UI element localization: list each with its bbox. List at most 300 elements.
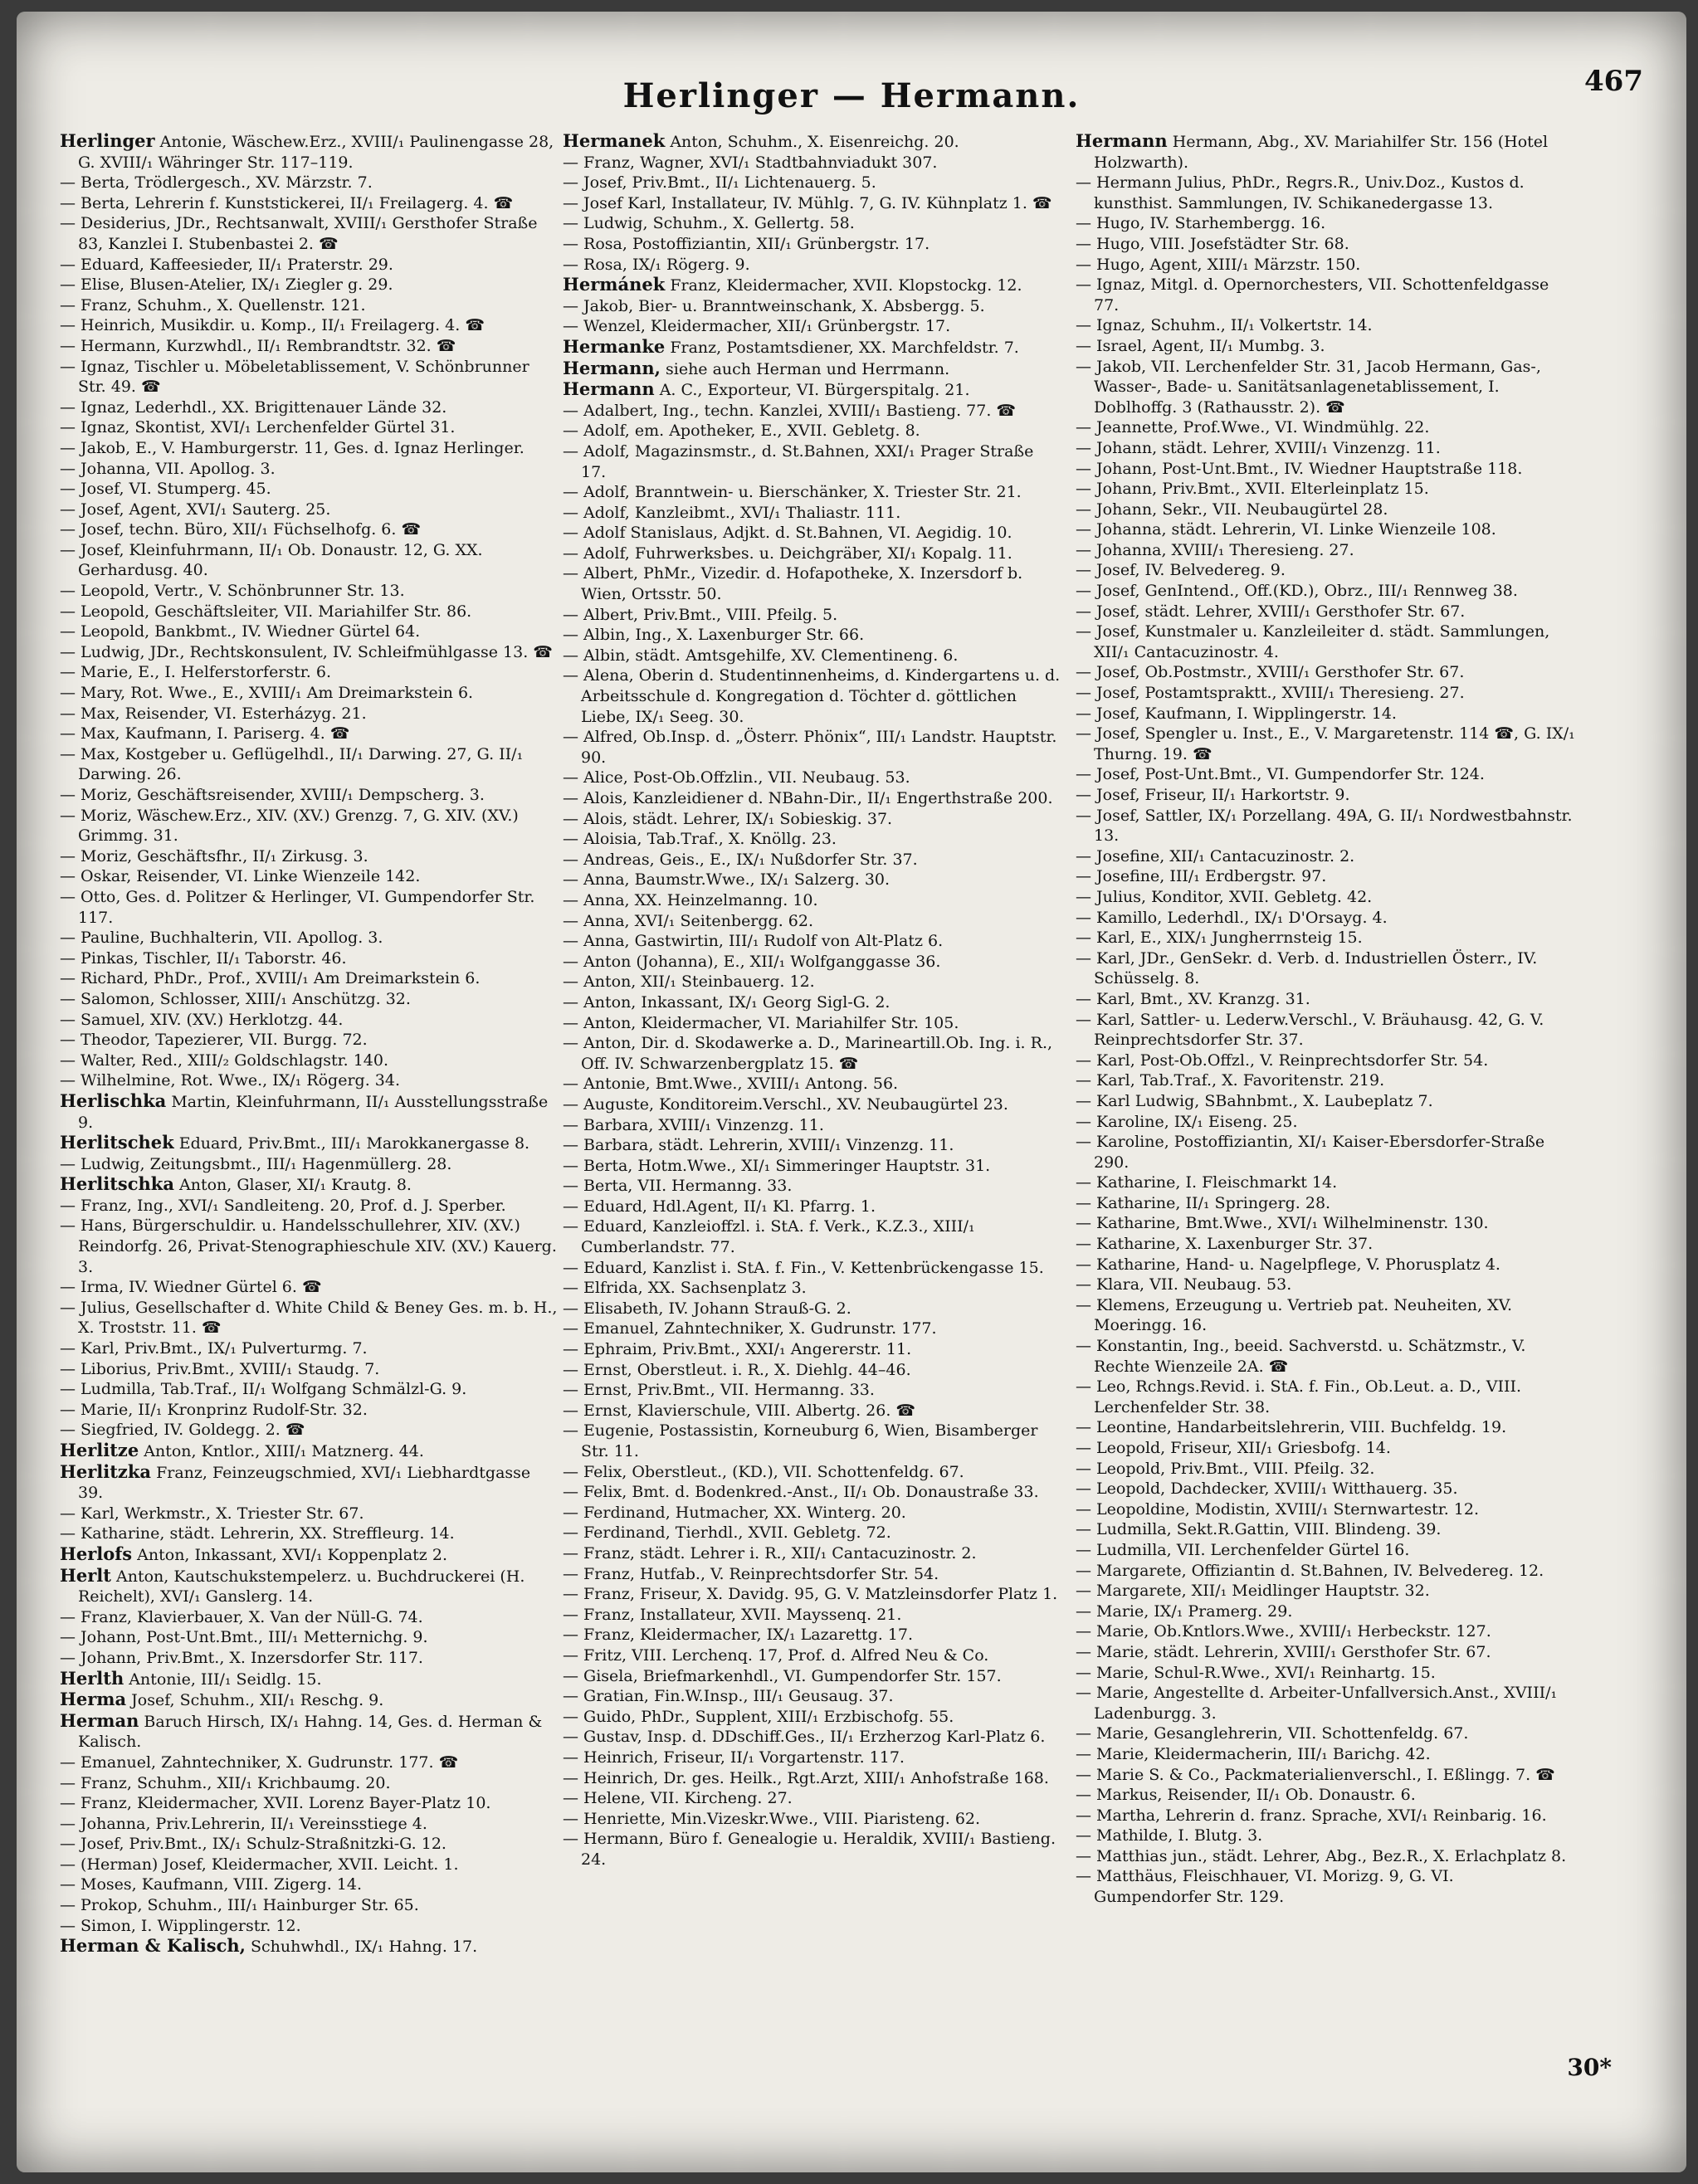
directory-entry <box>60 275 558 295</box>
directory-entry <box>60 1648 558 1669</box>
entry-text: — Marie, Gesanglehrerin, VII. Schottenfeldg. 67. <box>1076 1724 1469 1743</box>
directory-entry <box>563 1523 1061 1543</box>
entry-text: — Salomon, Schlosser, XIII/₁ Anschützg. 32. <box>60 989 411 1008</box>
entry-text: — Anna, Baumstr.Wwe., IX/₁ Salzerg. 30. <box>563 870 890 890</box>
directory-entry <box>563 1625 1061 1645</box>
directory-entry <box>1076 1785 1575 1806</box>
entry-text: — Ignaz, Schuhm., II/₁ Volkertstr. 14. <box>1076 316 1373 335</box>
entry-text: — Josef, Kaufmann, I. Wipplingerstr. 14. <box>1076 704 1397 723</box>
entry-text: — Gustav, Insp. d. DDschiff.Ges., II/₁ Erzherzog Karl-Platz 6. <box>563 1728 1046 1747</box>
directory-entry <box>563 1360 1061 1381</box>
entry-text: — Matthäus, Fleischhauer, VI. Morizg. 9, G. VI. Gumpendorfer Str. 129. <box>1076 1867 1454 1907</box>
entry-text: — Karl, E., XIX/₁ Jungherrnsteig 15. <box>1076 929 1363 948</box>
entry-text: — Moses, Kaufmann, VIII. Zigerg. 14. <box>60 1875 362 1894</box>
directory-entry <box>563 1503 1061 1523</box>
directory-entry <box>1076 459 1575 480</box>
directory-entry <box>563 1788 1061 1809</box>
directory-entry <box>60 193 558 214</box>
directory-entry <box>1076 1438 1575 1459</box>
entry-text: — Anna, XX. Heinzelmanng. 10. <box>563 890 818 909</box>
directory-entry <box>60 1277 558 1298</box>
entry-text: — Marie, II/₁ Kronprinz Rudolf-Str. 32. <box>60 1400 368 1419</box>
entry-text: Schuhwhdl., IX/₁ Hahng. 17. <box>251 1938 478 1957</box>
directory-entry <box>563 727 1061 768</box>
directory-entry <box>1076 764 1575 785</box>
directory-entry <box>563 523 1061 544</box>
directory-entry <box>60 1379 558 1400</box>
directory-entry <box>563 193 1061 214</box>
entry-text: — Desiderius, JDr., Rechtsanwalt, XVIII/₁ Gersthofer Straße 83, Kanzlei I. Stubenbastei 2. ☎ <box>60 214 538 253</box>
directory-entry <box>60 540 558 581</box>
entry-surname: Hermánek <box>563 274 666 295</box>
directory-entry <box>563 1216 1061 1257</box>
directory-entry <box>1076 1519 1575 1540</box>
directory-entry <box>60 1711 558 1753</box>
directory-entry <box>563 1299 1061 1319</box>
directory-entry <box>60 397 558 418</box>
directory-entry <box>563 441 1061 482</box>
entry-text: — Eduard, Kanzleioffzl. i. StA. f. Verk., K.Z.3., XIII/₁ Cumberlandstr. 77. <box>563 1217 975 1257</box>
entry-text: — Heinrich, Dr. ges. Heilk., Rgt.Arzt, XIII/₁ Anhofstraße 168. <box>563 1768 1049 1787</box>
directory-entry <box>563 1686 1061 1707</box>
directory-entry <box>563 234 1061 255</box>
entry-text: — Franz, Kleidermacher, IX/₁ Lazarettg. 17. <box>563 1626 914 1645</box>
directory-entry <box>60 1051 558 1071</box>
entry-text: — Franz, Friseur, X. Davidg. 95, G. V. Matzleinsdorfer Platz 1. <box>563 1585 1058 1604</box>
directory-entry <box>60 1400 558 1421</box>
directory-entry <box>563 1135 1061 1156</box>
entry-text: — Matthias jun., städt. Lehrer, Abg., Bez.R., X. Erlachplatz 8. <box>1076 1846 1567 1865</box>
entry-text: — Israel, Agent, II/₁ Mumbg. 3. <box>1076 336 1325 355</box>
entry-text: — Rosa, IX/₁ Rögerg. 9. <box>563 255 750 274</box>
entry-text: — Elfrida, XX. Sachsenplatz 3. <box>563 1279 807 1298</box>
entry-text: — Johann, Priv.Bmt., X. Inzersdorfer Str. 117. <box>60 1648 423 1667</box>
directory-entry <box>1076 662 1575 683</box>
entry-text: — Albin, städt. Amtsgehilfe, XV. Clementineng. 6. <box>563 646 959 665</box>
entry-text: — Ignaz, Mitgl. d. Opernorchesters, VII. Schottenfeldgasse 77. <box>1076 275 1549 314</box>
directory-entry <box>1076 1091 1575 1112</box>
entry-text: — Gratian, Fin.W.Insp., III/₁ Geusaug. 37. <box>563 1687 894 1706</box>
directory-entry <box>60 1359 558 1380</box>
directory-entry <box>60 1523 558 1544</box>
directory-entry <box>563 213 1061 234</box>
directory-entry <box>1076 1417 1575 1438</box>
directory-entry <box>563 1543 1061 1564</box>
directory-entry <box>60 336 558 357</box>
entry-text: — Hugo, IV. Starhembergg. 16. <box>1076 214 1326 233</box>
directory-entry <box>60 928 558 948</box>
directory-entry <box>563 1380 1061 1401</box>
directory-entry <box>60 519 558 540</box>
entry-text: — Anton (Johanna), E., XII/₁ Wolfganggasse 36. <box>563 952 941 971</box>
entry-text: Baruch Hirsch, IX/₁ Hahng. 14, Ges. d. Herman & Kalisch. <box>78 1712 543 1752</box>
entry-text: — Margarete, XII/₁ Meidlinger Hauptstr. 32. <box>1076 1582 1430 1601</box>
entry-text: — Martha, Lehrerin d. franz. Sprache, XVI/₁ Reinbarig. 16. <box>1076 1806 1547 1825</box>
directory-entry <box>1076 1723 1575 1744</box>
signature-mark: 30* <box>1567 2054 1612 2081</box>
entry-text: — Ignaz, Tischler u. Möbeletablissement, V. Schönbrunner Str. 49. ☎ <box>60 357 529 397</box>
entry-text: — Leopold, Bankbmt., IV. Wiedner Gürtel 64. <box>60 622 421 641</box>
directory-entry <box>563 1748 1061 1768</box>
directory-entry <box>1076 1213 1575 1234</box>
directory-entry <box>563 1033 1061 1074</box>
entry-text: — Karl, Post-Ob.Offzl., V. Reinprechtsdorfer Str. 54. <box>1076 1051 1489 1070</box>
directory-entry <box>60 1607 558 1628</box>
directory-entry <box>60 1154 558 1175</box>
directory-entry <box>1076 540 1575 561</box>
entry-text: — Felix, Oberstleut., (KD.), VII. Schottenfeldg. 67. <box>563 1462 964 1481</box>
entry-text: — Barbara, städt. Lehrerin, XVIII/₁ Vinzenzg. 11. <box>563 1136 954 1155</box>
directory-entry <box>60 1855 558 1875</box>
entry-text: — Albin, Ing., X. Laxenburger Str. 66. <box>563 626 865 645</box>
directory-entry <box>563 665 1061 727</box>
entry-text: — Moriz, Geschäftsreisender, XVIII/₁ Dempscherg. 3. <box>60 786 485 804</box>
directory-entry <box>1076 1377 1575 1417</box>
directory-entry <box>60 622 558 642</box>
entry-text: — Marie, Angestellte d. Arbeiter-Unfallversich.Anst., XVIII/₁ Ladenburgg. 3. <box>1076 1684 1558 1723</box>
entry-text: — Katharine, Hand- u. Nagelpflege, V. Phorusplatz 4. <box>1076 1255 1500 1274</box>
entry-text: — Pauline, Buchhalterin, VII. Apollog. 3. <box>60 929 383 948</box>
entry-text: — Klara, VII. Neubaug. 53. <box>1076 1275 1292 1294</box>
entry-text: — Leopold, Geschäftsleiter, VII. Mariahilfer Str. 86. <box>60 602 472 621</box>
entry-text: — Ferdinand, Hutmacher, XX. Winterg. 20. <box>563 1503 906 1522</box>
entry-text: — Adalbert, Ing., techn. Kanzlei, XVIII/₁ Bastieng. 77. ☎ <box>563 401 1017 420</box>
entry-text: — Anton, Inkassant, IX/₁ Georg Sigl-G. 2. <box>563 992 890 1012</box>
entry-text: — Josef, Friseur, II/₁ Harkortstr. 9. <box>1076 786 1350 804</box>
entry-text: — Barbara, XVIII/₁ Vinzenzg. 11. <box>563 1115 824 1134</box>
entry-text: — Ernst, Klavierschule, VIII. Albertg. 26. ☎ <box>563 1401 916 1420</box>
directory-entry <box>563 503 1061 524</box>
entry-text: — Josef, Post-Unt.Bmt., VI. Gumpendorfer Str. 124. <box>1076 765 1485 784</box>
entry-surname: Herlofs <box>60 1543 133 1564</box>
directory-entry <box>1076 173 1575 213</box>
entry-surname: Herlinger <box>60 130 155 151</box>
directory-entry <box>563 1564 1061 1585</box>
entry-text: — Karl, Werkmstr., X. Triester Str. 67. <box>60 1504 364 1523</box>
entry-text: — Ferdinand, Tierhdl., XVII. Gebletg. 72. <box>563 1523 891 1543</box>
entry-text: Anton, Kntlor., XIII/₁ Matznerg. 44. <box>144 1442 424 1460</box>
entry-text: — Berta, Hotm.Wwe., XI/₁ Simmeringer Hauptstr. 31. <box>563 1156 991 1175</box>
directory-entry <box>60 846 558 867</box>
entry-text: — Oskar, Reisender, VI. Linke Wienzeile 142. <box>60 867 421 886</box>
directory-entry <box>60 1669 558 1690</box>
entry-text: — Walter, Red., XIII/₂ Goldschlagstr. 140. <box>60 1051 389 1070</box>
entry-text: — Josef, Kleinfuhrmann, II/₁ Ob. Donaustr. 12, G. XX. Gerhardusg. 40. <box>60 540 483 580</box>
entry-text: — Josef, Ob.Postmstr., XVIII/₁ Gersthofer Str. 67. <box>1076 663 1465 682</box>
directory-entry <box>60 785 558 806</box>
entry-text: — Eugenie, Postassistin, Korneuburg 6, Wien, Bisamberger Str. 11. <box>563 1421 1038 1460</box>
entry-text: — Johanna, Priv.Lehrerin, II/₁ Vereinsstiege 4. <box>60 1814 427 1833</box>
directory-entry <box>1076 908 1575 929</box>
entry-text: — Leopold, Friseur, XII/₁ Griesbofg. 14. <box>1076 1439 1391 1457</box>
directory-entry <box>1076 989 1575 1010</box>
directory-entry <box>60 1936 558 1957</box>
entry-text: — Liborius, Priv.Bmt., XVIII/₁ Staudg. 7. <box>60 1359 380 1378</box>
directory-entry <box>1076 1275 1575 1295</box>
directory-entry <box>60 724 558 744</box>
directory-entry <box>563 316 1061 337</box>
entry-text: — Elisabeth, IV. Johann Strauß-G. 2. <box>563 1299 851 1318</box>
directory-entry <box>563 1666 1061 1687</box>
entry-text: — Ephraim, Priv.Bmt., XXI/₁ Angererstr. 11. <box>563 1340 912 1359</box>
entry-text: — Karl, Bmt., XV. Kranzg. 31. <box>1076 989 1310 1008</box>
entry-text: — Johanna, XVIII/₁ Theresieng. 27. <box>1076 540 1354 559</box>
directory-entry <box>563 1401 1061 1421</box>
entry-text: — Josef, VI. Stumperg. 45. <box>60 480 271 499</box>
entry-text: — (Herman) Josef, Kleidermacher, XVII. Leicht. 1. <box>60 1855 459 1874</box>
directory-entry <box>563 401 1061 422</box>
entry-text: — Julius, Konditor, XVII. Gebletg. 42. <box>1076 887 1373 906</box>
entry-text: Anton, Glaser, XI/₁ Krautg. 8. <box>179 1176 412 1195</box>
entry-text: — Leo, Rchngs.Revid. i. StA. f. Fin., Ob.Leut. a. D., VIII. Lerchenfelder Str. 38. <box>1076 1377 1522 1416</box>
directory-entry <box>1076 1642 1575 1663</box>
directory-entry <box>60 315 558 336</box>
entry-text: — Anna, Gastwirtin, III/₁ Rudolf von Alt-Platz 6. <box>563 932 944 951</box>
directory-entry <box>60 1689 558 1711</box>
entry-text: Franz, Feinzeugschmied, XVI/₁ Liebhardtgasse 39. <box>78 1463 531 1503</box>
entry-text: — Adolf, em. Apotheker, E., XVII. Gebletg. 8. <box>563 422 920 441</box>
directory-entry <box>60 1462 558 1504</box>
directory-entry <box>563 1584 1061 1605</box>
entry-text: — Josef Karl, Installateur, IV. Mühlg. 7, G. IV. Kühnplatz 1. ☎ <box>563 193 1052 212</box>
entry-text: Martin, Kleinfuhrmann, II/₁ Ausstellungsstraße 9. <box>78 1092 549 1132</box>
entry-surname: Herlt <box>60 1564 111 1586</box>
directory-entry <box>1076 1132 1575 1172</box>
entry-text: — Leopold, Vertr., V. Schönbrunner Str. 13. <box>60 582 405 601</box>
entry-text: Josef, Schuhm., XII/₁ Reschg. 9. <box>131 1691 384 1710</box>
directory-entry <box>60 968 558 989</box>
entry-surname: Herman <box>60 1709 139 1731</box>
directory-entry <box>563 296 1061 317</box>
directory-entry <box>1076 1336 1575 1377</box>
entry-text: — Franz, Schuhm., XII/₁ Krichbaumg. 20. <box>60 1773 391 1792</box>
directory-entry <box>563 992 1061 1013</box>
entry-text: — Ludmilla, VII. Lerchenfelder Gürtel 16. <box>1076 1540 1410 1559</box>
directory-entry <box>60 131 558 173</box>
entry-text: — Felix, Bmt. d. Bodenkred.-Anst., II/₁ Ob. Donaustraße 33. <box>563 1483 1039 1502</box>
entry-text: — Anton, Kleidermacher, VI. Mariahilfer Str. 105. <box>563 1013 959 1032</box>
directory-entry <box>1076 683 1575 704</box>
entry-text: — Prokop, Schuhm., III/₁ Hainburger Str. 65. <box>60 1896 419 1915</box>
entry-text: — Aloisia, Tab.Traf., X. Knöllg. 23. <box>563 830 837 849</box>
entry-text: — Adolf Stanislaus, Adjkt. d. St.Bahnen, VI. Aegidig. 10. <box>563 524 1012 543</box>
directory-entry <box>1076 1459 1575 1480</box>
directory-entry <box>1076 357 1575 418</box>
directory-entry <box>1076 336 1575 357</box>
directory-entry <box>563 911 1061 932</box>
directory-entry <box>1076 866 1575 887</box>
entry-text: Anton, Inkassant, XVI/₁ Koppenplatz 2. <box>137 1545 447 1564</box>
entry-text: — Guido, PhDr., Supplent, XIII/₁ Erzbischofg. 55. <box>563 1707 954 1726</box>
directory-entry <box>563 952 1061 973</box>
entry-text: — Johann, Post-Unt.Bmt., III/₁ Metternichg. 9. <box>60 1628 428 1647</box>
entry-text: Eduard, Priv.Bmt., III/₁ Marokkanergasse 8. <box>178 1134 530 1153</box>
entry-text: — Emanuel, Zahntechniker, X. Gudrunstr. 177. <box>563 1319 937 1338</box>
directory-entry <box>1076 131 1575 173</box>
directory-entry <box>1076 213 1575 234</box>
entry-text: — Karl, Tab.Traf., X. Favoritenstr. 219. <box>1076 1071 1385 1090</box>
directory-entry <box>60 1070 558 1091</box>
entry-surname: Herlitzka <box>60 1460 152 1482</box>
directory-entry <box>1076 1010 1575 1051</box>
entry-text: — Josef, städt. Lehrer, XVIII/₁ Gersthofer Str. 67. <box>1076 602 1466 621</box>
entry-text: — Alice, Post-Ob.Offzlin., VII. Neubaug. 53. <box>563 768 910 787</box>
directory-entry <box>563 1482 1061 1503</box>
page-number: 467 <box>1584 65 1643 98</box>
directory-entry <box>563 1094 1061 1115</box>
directory-entry <box>1076 315 1575 336</box>
directory-entry <box>60 1298 558 1338</box>
entry-text: Antonie, Wäschew.Erz., XVIII/₁ Paulinengasse 28, G. XVIII/₁ Währinger Str. 117–119. <box>78 133 554 172</box>
entry-text: — Franz, Ing., XVI/₁ Sandleiteng. 20, Prof. d. J. Sperber. <box>60 1196 506 1215</box>
entry-text: — Franz, Wagner, XVI/₁ Stadtbahnviadukt 307. <box>563 153 938 172</box>
entry-text: — Josef, GenIntend., Off.(KD.), Obrz., III/₁ Rennweg 38. <box>1076 582 1518 601</box>
entry-text: — Pinkas, Tischler, II/₁ Taborstr. 46. <box>60 948 347 968</box>
directory-entry <box>60 1504 558 1524</box>
directory-entry <box>60 602 558 622</box>
entry-text: — Katharine, II/₁ Springerg. 28. <box>1076 1193 1331 1212</box>
entry-text: — Hugo, VIII. Josefstädter Str. 68. <box>1076 234 1349 253</box>
directory-entry <box>60 948 558 969</box>
directory-entry <box>60 438 558 459</box>
entry-text: — Josef, Priv.Bmt., II/₁ Lichtenauerg. 5. <box>563 173 876 193</box>
entry-text: — Johann, städt. Lehrer, XVIII/₁ Vinzenzg. 11. <box>1076 438 1441 457</box>
entry-text: — Berta, VII. Hermanng. 33. <box>563 1177 793 1196</box>
entry-text: — Heinrich, Friseur, II/₁ Vorgartenstr. 117. <box>563 1748 905 1767</box>
directory-entry <box>60 1338 558 1359</box>
entry-text: — Wenzel, Kleidermacher, XII/₁ Grünbergstr. 17. <box>563 317 951 336</box>
entry-text: — Berta, Lehrerin f. Kunststickerei, II/₁ Freilagerg. 4. ☎ <box>60 193 514 212</box>
running-head: Herlinger — Hermann. <box>622 76 1081 115</box>
directory-entry <box>1076 438 1575 459</box>
entry-text: — Moriz, Geschäftsfhr., II/₁ Zirkusg. 3. <box>60 846 368 865</box>
entry-text: — Max, Kaufmann, I. Pariserg. 4. ☎ <box>60 724 350 743</box>
entry-text: — Marie S. & Co., Packmaterialienverschl., I. Eßlingg. 7. ☎ <box>1076 1765 1555 1784</box>
directory-entry <box>60 1420 558 1441</box>
entry-text: Anton, Kautschukstempelerz. u. Buchdruckerei (H. Reichelt), XVI/₁ Ganslerg. 14. <box>78 1567 525 1606</box>
entry-text: — Albert, PhMr., Vizedir. d. Hofapotheke, X. Inzersdorf b. Wien, Ortsstr. 50. <box>563 564 1023 604</box>
directory-entry <box>1076 1866 1575 1907</box>
entry-text: — Ludmilla, Tab.Traf., II/₁ Wolfgang Schmälzl-G. 9. <box>60 1380 467 1399</box>
entry-text: — Josefine, III/₁ Erdbergstr. 97. <box>1076 867 1327 886</box>
entry-text: — Adolf, Magazinsmstr., d. St.Bahnen, XXI/₁ Prager Straße 17. <box>563 441 1034 481</box>
entry-text: — Josef, Spengler u. Inst., E., V. Margaretenstr. 114 ☎, G. IX/₁ Thurng. 19. ☎ <box>1076 724 1575 763</box>
entry-text: — Josef, Agent, XVI/₁ Sauterg. 25. <box>60 500 331 519</box>
entry-text: — Johanna, städt. Lehrerin, VI. Linke Wienzeile 108. <box>1076 520 1496 539</box>
directory-entry <box>60 1793 558 1814</box>
entry-text: — Franz, Hutfab., V. Reinprechtsdorfer Str. 54. <box>563 1564 939 1583</box>
entry-text: — Hermann, Kurzwhdl., II/₁ Rembrandtstr. 32. ☎ <box>60 336 456 355</box>
directory-entry <box>60 255 558 275</box>
entry-text: — Josef, IV. Belvedereg. 9. <box>1076 561 1286 580</box>
directory-entry <box>563 482 1061 503</box>
entry-text: — Elise, Blusen-Atelier, IX/₁ Ziegler g. 29. <box>60 275 393 295</box>
entry-surname: Herlitze <box>60 1440 139 1460</box>
entry-text: — Karl Ludwig, SBahnbmt., X. Laubeplatz 7. <box>1076 1091 1433 1110</box>
directory-entry <box>563 890 1061 911</box>
directory-entry <box>1076 1826 1575 1846</box>
entry-text: A. C., Exporteur, VI. Bürgerspitalg. 21. <box>659 381 970 400</box>
directory-entry <box>60 806 558 846</box>
entry-surname: Hermann <box>1076 130 1168 151</box>
entry-text: — Henriette, Min.Vizeskr.Wwe., VIII. Piaristeng. 62. <box>563 1809 981 1828</box>
directory-entry <box>563 1421 1061 1461</box>
entry-text: — Katharine, städt. Lehrerin, XX. Streffleurg. 14. <box>60 1524 455 1543</box>
directory-entry <box>563 1278 1061 1299</box>
directory-entry <box>60 173 558 193</box>
entry-surname: Herma <box>60 1689 127 1710</box>
entry-text: — Anton, Dir. d. Skodawerke a. D., Marineartill.Ob. Ing. i. R., Off. IV. Schwarzenbergplatz 15. ☎ <box>563 1034 1053 1073</box>
directory-entry <box>563 1707 1061 1728</box>
directory-entry <box>563 421 1061 441</box>
entry-text: — Franz, Installateur, XVII. Mayssenq. 21. <box>563 1605 902 1624</box>
entry-surname: Herlth <box>60 1667 124 1689</box>
entry-text: — Hermann Julius, PhDr., Regrs.R., Univ.Doz., Kustos d. kunsthist. Sammlungen, IV. Schikanedergasse 13. <box>1076 173 1525 212</box>
entry-text: — Ignaz, Skontist, XVI/₁ Lerchenfelder Gürtel 31. <box>60 418 456 437</box>
entry-text: — Auguste, Konditoreim.Verschl., XV. Neubaugürtel 23. <box>563 1094 1008 1114</box>
directory-entry <box>563 275 1061 296</box>
directory-entry <box>1076 1172 1575 1193</box>
entry-text: — Jeannette, Prof.Wwe., VI. Windmühlg. 22. <box>1076 418 1430 437</box>
entry-text: — Marie, Ob.Kntlors.Wwe., XVIII/₁ Herbeckstr. 127. <box>1076 1622 1491 1641</box>
directory-entry <box>563 358 1061 380</box>
entry-text: — Marie, städt. Lehrerin, XVIII/₁ Gersthofer Str. 67. <box>1076 1642 1491 1661</box>
directory-entry <box>563 1156 1061 1177</box>
entry-text: — Heinrich, Musikdir. u. Komp., II/₁ Freilagerg. 4. ☎ <box>60 316 485 335</box>
directory-entry <box>563 870 1061 890</box>
directory-entry <box>1076 1683 1575 1723</box>
entry-text: Anton, Schuhm., X. Eisenreichg. 20. <box>670 133 959 151</box>
entry-text: — Ernst, Oberstleut. i. R., X. Diehlg. 44–46. <box>563 1360 911 1379</box>
directory-entry <box>1076 785 1575 806</box>
entry-text: — Max, Kostgeber u. Geflügelhdl., II/₁ Darwing. 27, G. II/₁ Darwing. 26. <box>60 744 524 784</box>
directory-entry <box>60 683 558 704</box>
directory-entry <box>1076 1255 1575 1275</box>
directory-entry <box>1076 519 1575 540</box>
entry-text: — Eduard, Kaffeesieder, II/₁ Praterstr. 29. <box>60 255 393 274</box>
directory-entry <box>563 1605 1061 1626</box>
entry-text: — Katharine, X. Laxenburger Str. 37. <box>1076 1235 1374 1254</box>
directory-entry <box>563 337 1061 358</box>
directory-entry <box>563 768 1061 788</box>
entry-text: — Richard, PhDr., Prof., XVIII/₁ Am Dreimarkstein 6. <box>60 969 481 988</box>
entry-text: — Wilhelmine, Rot. Wwe., IX/₁ Rögerg. 34. <box>60 1071 400 1090</box>
entry-surname: Hermanek <box>563 130 666 151</box>
entry-text: — Adolf, Fuhrwerksbes. u. Deichgräber, XI/₁ Kopalg. 11. <box>563 544 1012 563</box>
entry-text: — Leopold, Priv.Bmt., VIII. Pfeilg. 32. <box>1076 1459 1375 1478</box>
directory-entry <box>563 1115 1061 1136</box>
directory-entry <box>1076 704 1575 724</box>
entry-text: — Theodor, Tapezierer, VII. Burgg. 72. <box>60 1031 368 1050</box>
directory-entry <box>60 642 558 663</box>
directory-entry <box>563 255 1061 275</box>
entry-text: Antonie, III/₁ Seidlg. 15. <box>129 1670 322 1689</box>
directory-entry <box>60 213 558 254</box>
entry-text: — Albert, Priv.Bmt., VIII. Pfeilg. 5. <box>563 605 838 624</box>
entry-text: — Alfred, Ob.Insp. d. „Österr. Phönix“, III/₁ Landstr. Hauptstr. 90. <box>563 728 1057 767</box>
column-3 <box>1076 131 1575 1908</box>
directory-entry <box>1076 1193 1575 1214</box>
entry-text: — Fritz, VIII. Lerchenq. 17, Prof. d. Alfred Neu & Co. <box>563 1645 989 1665</box>
entry-text: — Alois, städt. Lehrer, IX/₁ Sobieskig. 37. <box>563 809 893 828</box>
entry-text: — Simon, I. Wipplingerstr. 12. <box>60 1916 301 1935</box>
directory-entry <box>60 1030 558 1051</box>
directory-entry <box>60 1773 558 1794</box>
directory-entry <box>1076 1479 1575 1499</box>
directory-entry <box>1076 1499 1575 1520</box>
directory-entry <box>1076 806 1575 846</box>
directory-entry <box>60 704 558 724</box>
